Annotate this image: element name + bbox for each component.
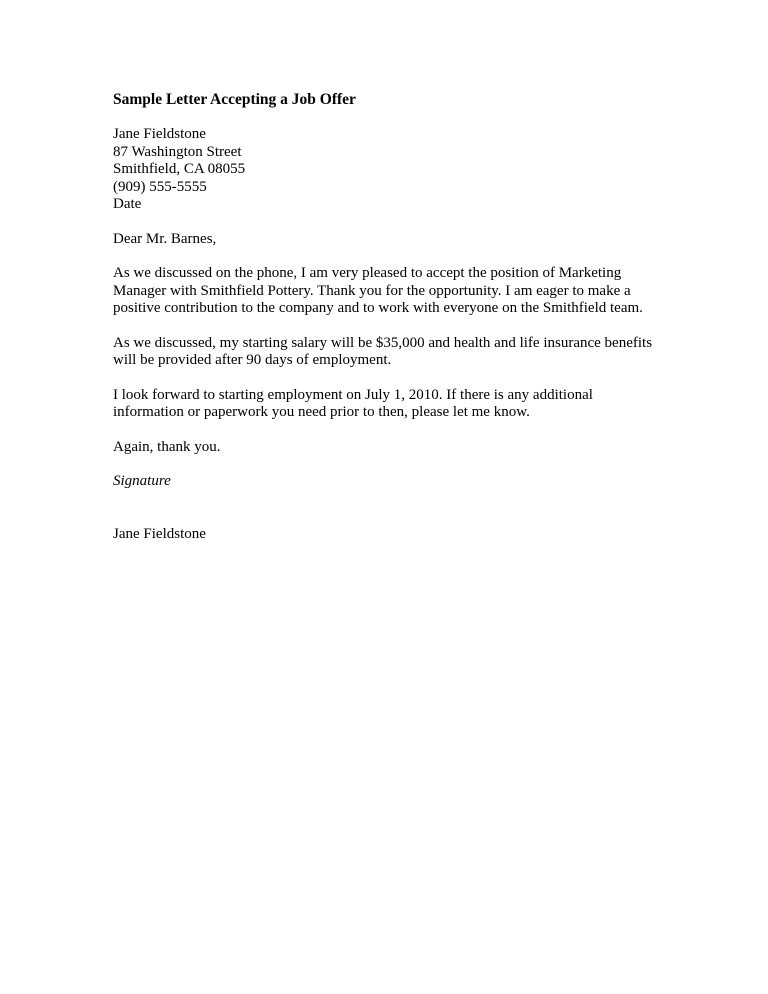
closing-line: Again, thank you.: [113, 438, 221, 455]
paragraph-salary: [113, 335, 673, 370]
paragraph-acceptance: [113, 265, 673, 318]
paragraph-start-date: [113, 387, 673, 422]
sender-city-line: Smithfield, CA 08055: [113, 161, 246, 177]
paragraph-line: As we discussed, my starting salary will be $35,000 and health and life insurance benefits: [113, 334, 653, 351]
sender-street: 87 Washington Street: [113, 143, 242, 160]
letter-date: Date: [113, 196, 142, 212]
signature-placeholder: Signature: [113, 473, 171, 489]
paragraph-line: As we discussed on the phone, I am very pleased to accept the position of Marketing: [113, 265, 622, 281]
letter-body: [113, 90, 673, 543]
paragraph-line: I look forward to starting employment on July 1, 2010. If there is any additional: [113, 386, 593, 403]
sender-phone: (909) 555-5555: [113, 178, 207, 195]
salutation: Dear Mr. Barnes,: [113, 230, 217, 247]
paragraph-line: will be provided after 90 days of employment.: [113, 352, 392, 368]
sender-name: Jane Fieldstone: [113, 126, 206, 142]
paragraph-line: Manager with Smithfield Pottery. Thank you for the opportunity. I am eager to make a: [113, 282, 631, 299]
paragraph-line: information or paperwork you need prior to then, please let me know.: [113, 404, 530, 420]
letter-title: Sample Letter Accepting a Job Offer: [113, 91, 356, 108]
signer-name: Jane Fieldstone: [113, 525, 206, 542]
paragraph-line: positive contribution to the company and to work with everyone on the Smithfield team.: [113, 300, 643, 316]
sender-address-block: [113, 126, 673, 214]
